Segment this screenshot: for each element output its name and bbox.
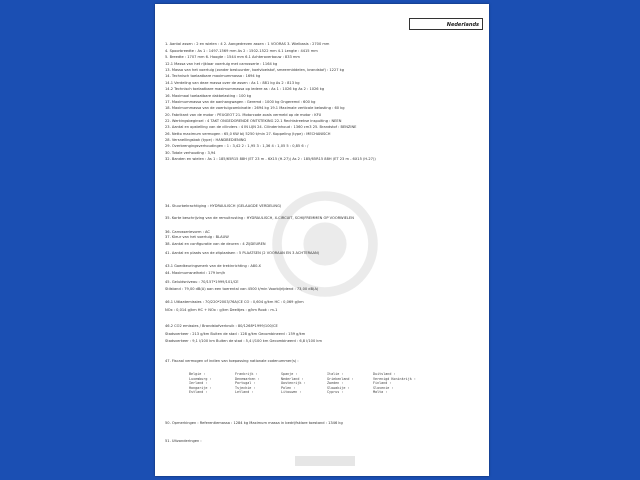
country-cell: Hongarije : <box>189 385 212 390</box>
spec-line: NOx : 0,014 g/km HC + NOx : g/km Deeltjes : g/km Rook : m-1 <box>165 308 278 312</box>
spec-line: 18. Maximummassa van de voertuigcombinatie : 2694 kg 19.1 Maximale verticale belasting : 60 kg <box>165 106 345 110</box>
spec-line: 37. Kleur van het voertuig : BLAUW <box>165 235 229 239</box>
spec-line: 22. Werkingsbeginsel : 4 TAKT ONGEDORENDE ONTSTEKING 22.1 Rechtstreekse inspuiting : NEEN <box>165 119 342 123</box>
spec-line: 28. Versnellingsbak (type) : HANDBEDIENING <box>165 138 247 142</box>
country-cell: Tsjechie : <box>235 385 256 390</box>
spec-line: 34. Stuurbekrachtiging : HYDRAULISCH (GELAAGDE VERDELING) <box>165 204 282 208</box>
country-cell: Letland : <box>235 390 254 395</box>
country-cell: Duitsland : <box>373 372 396 376</box>
spec-line: 50. Opmerkingen : Referentiemassa : 1284 kg Maximum massa in bedrijfsklare toestand : 1346 kg <box>165 421 343 425</box>
spec-line: 14.1 Verdeling van deze massa over de assen : As 1 : 881 kg As 2 : 813 kg <box>165 81 300 85</box>
country-cell: Nederland : <box>281 376 304 381</box>
spec-line: 46.2 CO2 emissies / Brandstofverbruik : 80/1268*1999/100/CE <box>165 324 278 328</box>
country-label: Nederlands <box>409 18 483 30</box>
spec-line: 32. Banden en wielen : As 1 : 185/65R15 88H (ET 23 m - 6X15 (H-27)) As 2 : 185/65R15 88H (ET 23 m - 6X15 (H-27)) <box>165 157 376 161</box>
spec-line: 29. Overbrengingsverhoudingen : 1 : 3,42 2 : 1,95 3 : 1,36 4 : 1,05 5 : 0,85 6 : / <box>165 144 309 148</box>
country-cell: Malta : <box>373 390 388 395</box>
spec-line: 51. Uitzonderingen : <box>165 439 202 443</box>
country-row <box>189 390 419 395</box>
spec-line: 46.1 Uitlaatemissies : 70/220*2003/76A/CE CO : 0,604 g/km HC : 0,069 g/km <box>165 300 304 304</box>
country-cell: Verenigd Koninkrijk : <box>373 376 416 381</box>
spec-line: 26. Netto maximum vermogen : 65,0 KW bij 5250 t/min 27. Koppeling (type) : MECHANISCH <box>165 132 331 136</box>
spec-line: 47. Fiscaal vermogen of indien van toepassing nationale codenummer(s) : <box>165 359 299 363</box>
spec-line: 35. Korte beschrijving van de remuitrusting : HYDRAULISCH, X-CIRCUIT, SCHIJFREMMEN OP VOORWIELEN <box>165 216 354 220</box>
country-cell: Denemarken : <box>235 376 260 381</box>
spec-line: 5. Breedte : 1707 mm 6. Hoogte : 1544 mm 6.1 Achteroverbouw : 833 mm <box>165 55 300 59</box>
spec-line: Stadsverkeer : 213 g/km Buiten de stad : 128 g/km Gecombineerd : 159 g/km <box>165 332 306 336</box>
country-cell: Litouwen : <box>281 390 302 395</box>
footer-mark <box>295 456 355 466</box>
spec-line: 12.1 Massa van het rijklaar voertuig met carrosserie : 1164 kg <box>165 62 278 66</box>
spec-line: 45. Geluidsniveau : 70/157*1999/101/CE <box>165 280 239 284</box>
spec-line: 43.1 Goedkeuringsmerk van de trekinrichting : A80-X <box>165 264 261 268</box>
spec-line: 38. Aantal en configuratie van de deuren : 4 ZIJDEUREN <box>165 242 266 246</box>
country-cell: Ierland : <box>189 381 208 386</box>
country-cell: Zweden : <box>327 381 344 386</box>
spec-line: 36. Carrosserievorm : AC <box>165 230 210 234</box>
country-cell: Portugal : <box>235 381 256 386</box>
spec-line: 14. Technisch toelaatbare maximummassa : 1694 kg <box>165 74 261 78</box>
spec-line: 44. Maximumsnelheid : 179 km/h <box>165 271 226 275</box>
spec-line: 14.2 Technisch toelaatbare maximummassa op iedere as : As 1 : 1026 kg As 2 : 1026 kg <box>165 87 325 91</box>
country-grid <box>189 372 419 395</box>
spec-line: 16. Maximaal toelaatbare dakbelasting : 100 kg <box>165 94 252 98</box>
country-cell: Finland : <box>373 381 392 386</box>
spec-line: Stilstand : 79,00 dB(A) aan een toerental van 4500 t/min Voorbijrijdend : 73,00 dB(A) <box>165 287 319 291</box>
document-sheet <box>155 4 489 476</box>
country-cell: Estland : <box>189 390 208 395</box>
country-cell: Belgie : <box>189 372 206 376</box>
country-cell: Polen : <box>281 385 296 390</box>
spec-line: 41. Aantal en plaats van de zitplaatsen : 5 PLAATSEN (2 VOORAAN EN 3 ACHTERAAN) <box>165 251 320 255</box>
country-cell: Griekenland : <box>327 376 354 381</box>
country-cell: Spanje : <box>281 372 298 376</box>
spec-line: 1. Aantal assen : 2 en wielen : 4 2. Aangedreven assen : 1 VOORAS 3. Wielbasis : 2700 mm <box>165 42 330 46</box>
spec-line: 23. Aantal en opstelling van de cilinders : 4 IN LIJN 24. Cilinderinhoud : 1360 cm3 25. Brandstof : BENZINE <box>165 125 357 129</box>
country-cell: Italie : <box>327 372 344 376</box>
spec-line: 17. Maximummassa van de aanhangwagen : Geremd : 1000 kg Ongeremd : 600 kg <box>165 100 316 104</box>
country-cell: Oostenrijk : <box>281 381 306 386</box>
spec-line: 30. Totale verhouding : 3,94 <box>165 151 216 155</box>
country-cell: Frankrijk : <box>235 372 258 376</box>
spec-line: 20. Fabrikant van de motor : PEUGEOT 21. Motorcode zoals vermeld op de motor : KFU <box>165 113 322 117</box>
spec-line: 13. Massa van het voertuig (zonder bestuurder, koelvloeistof, smeermiddelen, brandstof) : 1227 kg <box>165 68 345 72</box>
spec-line: 4. Spoorbreedte : As 1 : 1497-1569 mm As 2 : 1502-1522 mm 4.1 Lengte : 4415 mm <box>165 49 318 53</box>
country-cell: Cyprus : <box>327 390 344 395</box>
country-cell: Slowakije : <box>327 385 350 390</box>
country-cell: Luxemburg : <box>189 376 212 381</box>
country-cell: Slovenie : <box>373 385 394 390</box>
spec-line: Stadsverkeer : 9,1 l/100 km Buiten de stad : 5,4 l/100 km Gecombineerd : 6,8 l/100 km <box>165 339 322 343</box>
